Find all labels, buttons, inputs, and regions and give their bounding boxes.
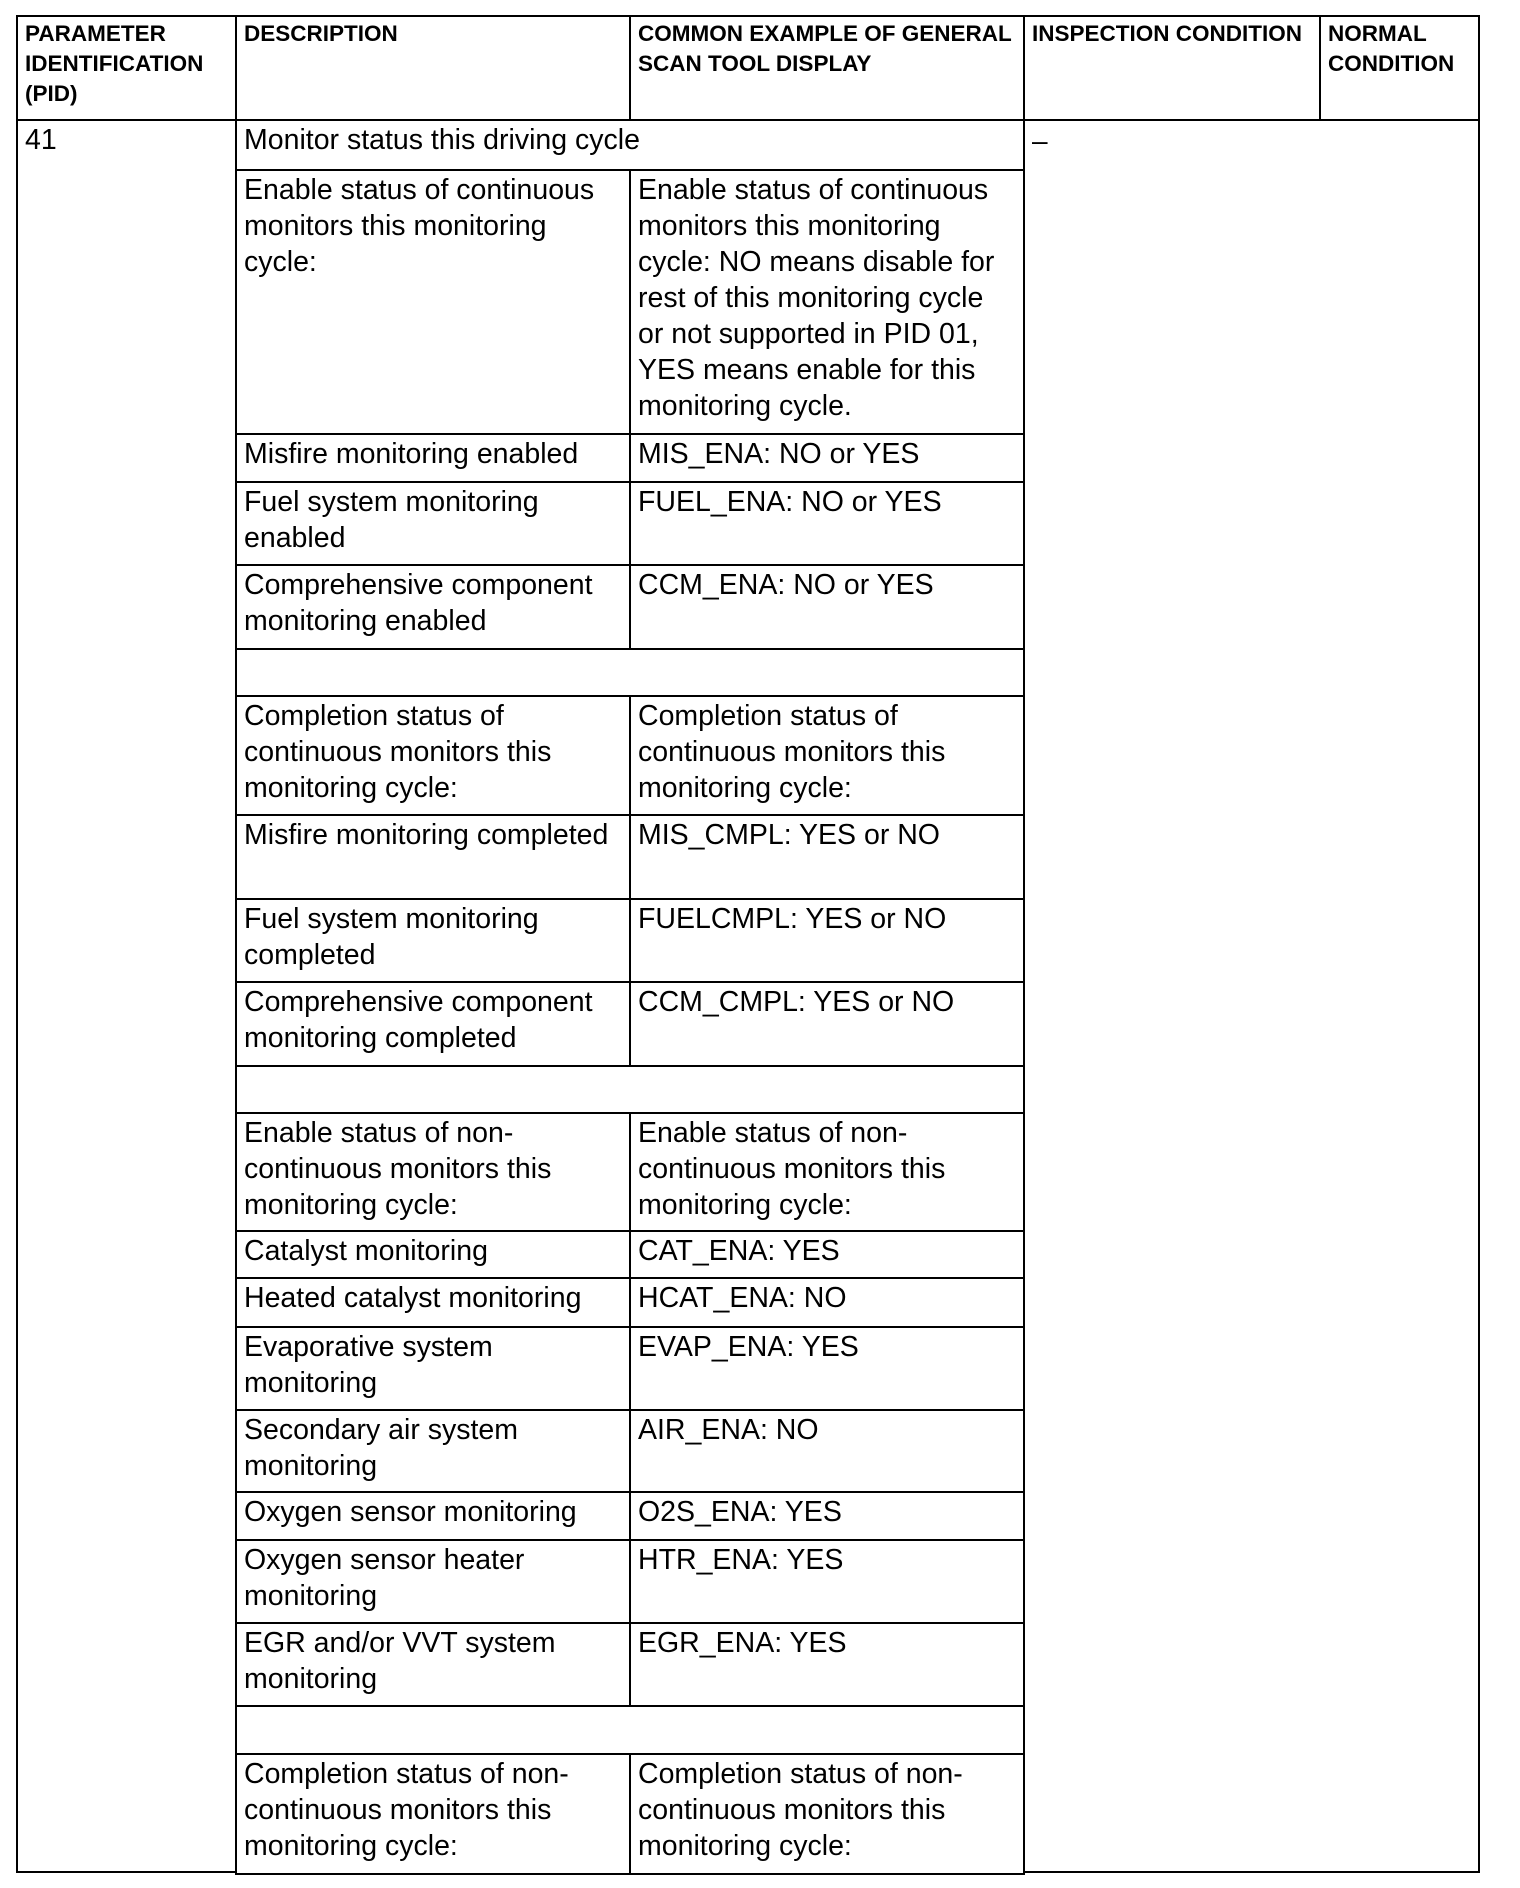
row-description: Enable status of continuous monitors this monitoring cycle: [235, 169, 631, 435]
row-description: Completion status of continuous monitors this monitoring cycle: [235, 695, 631, 816]
row-scan-tool-display: HCAT_ENA: NO [629, 1277, 1025, 1328]
row-scan-tool-display: Enable status of continuous monitors this monitoring cycle: NO means disable for rest of this monitoring cycle or not supported in PID 01, YES means enable for this monitoring cycle. [629, 169, 1025, 435]
row-scan-tool-display: HTR_ENA: YES [629, 1539, 1025, 1624]
pid-table [16, 15, 1480, 1873]
row-description: Evaporative system monitoring [235, 1326, 631, 1411]
inspection-condition-value: – [1023, 119, 1480, 1873]
row-scan-tool-display: O2S_ENA: YES [629, 1491, 1025, 1541]
row-scan-tool-display: AIR_ENA: NO [629, 1409, 1025, 1493]
row-scan-tool-display: Completion status of non-continuous monitors this monitoring cycle: [629, 1753, 1025, 1875]
header-description: DESCRIPTION [235, 15, 631, 121]
row-scan-tool-display: CAT_ENA: YES [629, 1230, 1025, 1279]
row-scan-tool-display: Enable status of non-continuous monitors this monitoring cycle: [629, 1112, 1025, 1232]
row-scan-tool-display: FUELCMPL: YES or NO [629, 898, 1025, 983]
row-description: Comprehensive component monitoring completed [235, 981, 631, 1067]
row-description: Enable status of non-continuous monitors this monitoring cycle: [235, 1112, 631, 1232]
row-scan-tool-display: EVAP_ENA: YES [629, 1326, 1025, 1411]
spacer-row [235, 1705, 1025, 1755]
header-scan-tool-display: COMMON EXAMPLE OF GENERAL SCAN TOOL DISPLAY [629, 15, 1025, 121]
row-description: Misfire monitoring completed [235, 814, 631, 900]
header-pid: PARAMETER IDENTIFICATION (PID) [16, 15, 237, 121]
row-description: Misfire monitoring enabled [235, 433, 631, 483]
spacer-row [235, 648, 1025, 697]
row-description: Oxygen sensor heater monitoring [235, 1539, 631, 1624]
row-scan-tool-display: CCM_ENA: NO or YES [629, 564, 1025, 650]
row-description: EGR and/or VVT system monitoring [235, 1622, 631, 1707]
row-description: Fuel system monitoring completed [235, 898, 631, 983]
row-description: Comprehensive component monitoring enabled [235, 564, 631, 650]
row-scan-tool-display: Completion status of continuous monitors this monitoring cycle: [629, 695, 1025, 816]
row-description: Catalyst monitoring [235, 1230, 631, 1279]
title-row: Monitor status this driving cycle [235, 119, 1025, 171]
header-normal-condition: NORMAL CONDITION [1319, 15, 1480, 121]
row-description: Heated catalyst monitoring [235, 1277, 631, 1328]
row-description: Secondary air system monitoring [235, 1409, 631, 1493]
pid-value: 41 [16, 119, 237, 1873]
row-description: Oxygen sensor monitoring [235, 1491, 631, 1541]
spacer-row [235, 1065, 1025, 1114]
row-description: Completion status of non-continuous monitors this monitoring cycle: [235, 1753, 631, 1875]
row-scan-tool-display: EGR_ENA: YES [629, 1622, 1025, 1707]
header-inspection-condition: INSPECTION CONDITION [1023, 15, 1321, 121]
row-scan-tool-display: FUEL_ENA: NO or YES [629, 481, 1025, 566]
row-scan-tool-display: MIS_CMPL: YES or NO [629, 814, 1025, 900]
row-scan-tool-display: MIS_ENA: NO or YES [629, 433, 1025, 483]
row-description: Fuel system monitoring enabled [235, 481, 631, 566]
row-scan-tool-display: CCM_CMPL: YES or NO [629, 981, 1025, 1067]
